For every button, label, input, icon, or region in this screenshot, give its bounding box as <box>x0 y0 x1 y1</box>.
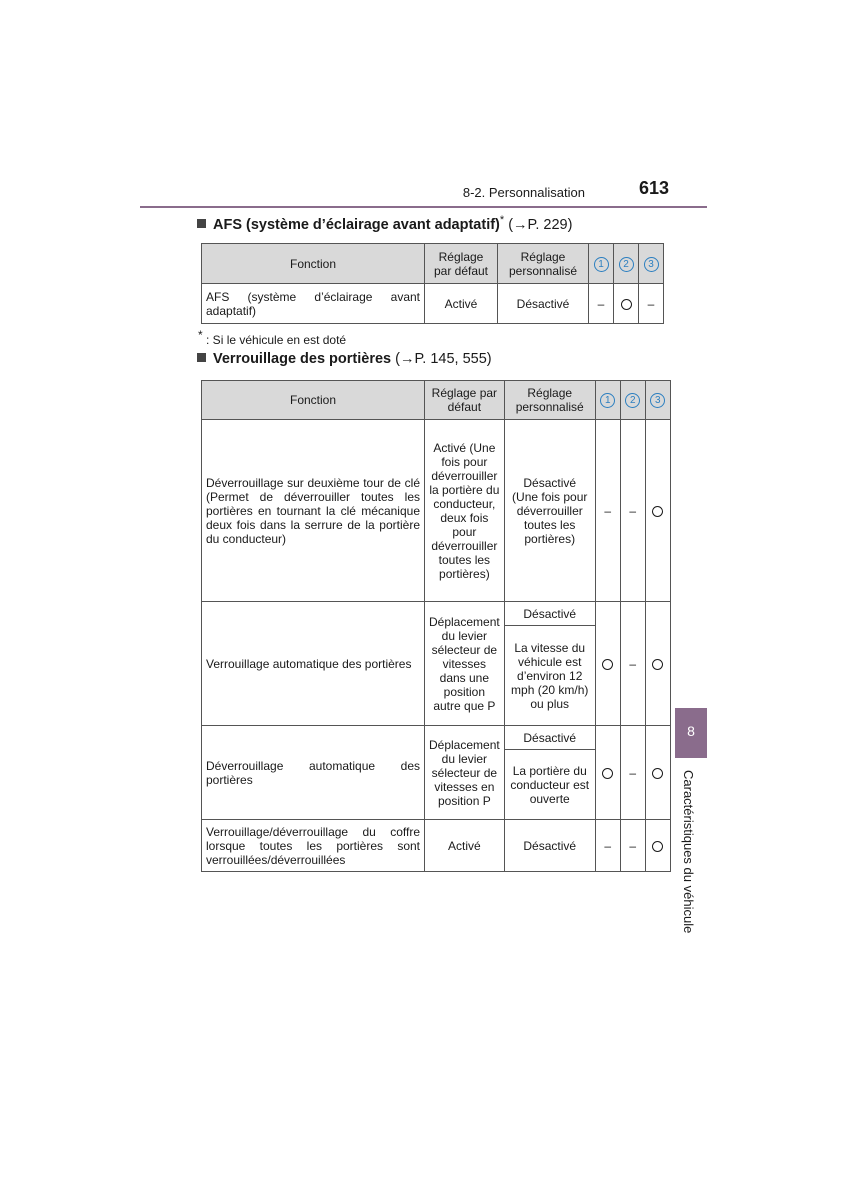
afs-heading: AFS (système d’éclairage avant adaptatif)* (→P. 229) <box>197 214 572 233</box>
circle-mark-icon <box>652 768 663 779</box>
square-bullet-icon <box>197 219 206 228</box>
page-number: 613 <box>638 178 669 198</box>
table-row: La portière du conducteur est ouverte <box>202 750 671 820</box>
col-reglage-defaut: Réglage par défaut <box>425 244 498 284</box>
col-3: 3 <box>645 381 670 420</box>
col-1: 1 <box>589 244 614 284</box>
verrouillage-table <box>201 380 671 872</box>
circle-mark-icon <box>621 299 632 310</box>
chapter-tab: 8 <box>675 708 707 758</box>
col-3: 3 <box>639 244 664 284</box>
circle-mark-icon <box>602 768 613 779</box>
col-1: 1 <box>595 381 620 420</box>
chapter-label: Caractéristiques du véhicule <box>681 770 696 934</box>
col-2: 2 <box>614 244 639 284</box>
page-header <box>140 178 707 208</box>
table-row: Déverrouillage automatique des portières Déplacement du levier sélecteur de vitesses en position P Désactivé – <box>202 726 671 750</box>
circle-mark-icon <box>652 506 663 517</box>
col-reglage-perso: Réglage personnalisé <box>498 244 589 284</box>
afs-table <box>201 243 664 324</box>
table-row: La vitesse du véhicule est d’environ 12 mph (20 km/h) ou plus <box>202 626 671 726</box>
circle-mark-icon <box>652 659 663 670</box>
col-fonction: Fonction <box>202 244 425 284</box>
verrouillage-heading: Verrouillage des portières (→P. 145, 555) <box>197 351 492 367</box>
footnote: * : Si le véhicule en est doté <box>198 328 347 347</box>
circle-mark-icon <box>652 841 663 852</box>
col-reglage-perso: Réglage personnalisé <box>504 381 595 420</box>
col-2: 2 <box>620 381 645 420</box>
section-title: 8-2. Personnalisation <box>462 185 585 200</box>
col-fonction: Fonction <box>202 381 425 420</box>
circle-mark-icon <box>602 659 613 670</box>
table-row: Déverrouillage sur deuxième tour de clé (Permet de déverrouiller toutes les portières en tournant la clé mécanique deux fois dans la serrure de la portière du conducteur) Activé (Une fois pour déverrouiller la portière du conducteur, deux fois pour déverrouiller toutes les portières) Désactivé (Une fois pour déverrouiller toutes les portières) – – <box>202 420 671 602</box>
col-reglage-defaut: Réglage par défaut <box>425 381 505 420</box>
square-bullet-icon <box>197 353 206 362</box>
table-row: Verrouillage automatique des portières Déplacement du levier sélecteur de vitesses dans une position autre que P Désactivé – <box>202 602 671 626</box>
table-row: AFS (système d’éclairage avant adaptatif) Activé Désactivé – – <box>202 284 664 324</box>
table-row: Verrouillage/déverrouillage du coffre lorsque toutes les portières sont verrouillées/déverrouillées Activé Désactivé – – <box>202 820 671 872</box>
